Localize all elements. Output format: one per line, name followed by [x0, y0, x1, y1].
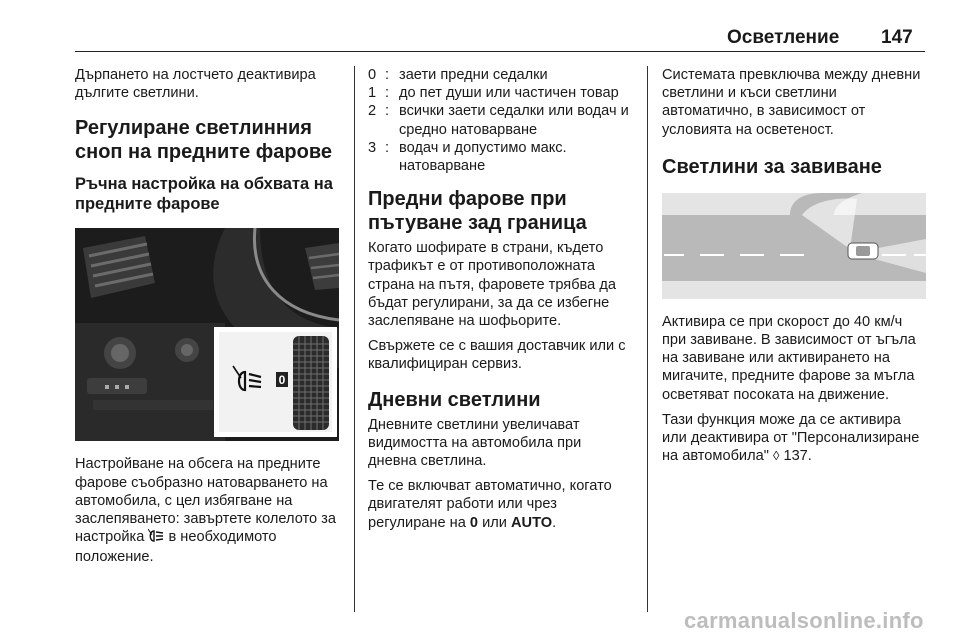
dial-position-label: 0 [278, 373, 286, 388]
section-heading: Регулиране светлинния сноп на предните фарове [75, 117, 332, 164]
list-item: 3 : водач и допустимо макс. натоварване [368, 139, 567, 175]
header-title: Осветление [727, 27, 840, 48]
section-heading-abroad: Предни фарове при пътуване зад граница [368, 188, 587, 235]
abroad-paragraph: Когато шофирате в страни, където трафикът е от противоположната страна на пътя, фаровете трябва да бъдат регулирани, за да се избегне заслепяване на шофьорите. [368, 240, 616, 330]
watermark: carmanualsonline.info [684, 608, 924, 633]
page-reference[interactable]: 137. [783, 448, 812, 465]
header-rule [75, 51, 925, 52]
list-item: 0 : заети предни седалки [368, 67, 548, 83]
menu-path: "Персонализиране на автомобила" [662, 430, 920, 465]
list-item: 1 : до пет души или частичен товар [368, 85, 619, 102]
intro-paragraph: Дърпането на лостчето деактивира дългите светлини. [75, 67, 316, 102]
figure-caption [75, 455, 337, 566]
caption-text: Настройване на обсега на предните фарове съобразно натоварването на автомобила, с цел избягване на заслепяването: завъртете колелото за настройка [75, 456, 336, 546]
switch-position-0: 0 [469, 514, 479, 531]
section-heading-cornering: Светлини за завиване [662, 155, 882, 178]
headlight-range-dial-figure [75, 228, 339, 441]
load-list [368, 66, 630, 175]
page-header [0, 0, 960, 52]
drl-paragraph: Дневните светлини увеличават видимостта на автомобила при дневна светлина. [368, 416, 582, 470]
page-reference-icon: ◊ [772, 448, 780, 464]
column-3 [662, 66, 924, 472]
subsection-heading: Ръчна настройка на обхвата на предните фарове [75, 175, 333, 214]
drl-paragraph-2: Те се включват автоматично, когато двигателят работи или чрез регулиране на 0 или AUTO. [368, 478, 612, 531]
column-2 [368, 66, 630, 539]
column-divider [647, 66, 648, 612]
list-item: 2 : всички заети седалки или водач и средно натоварване [368, 103, 629, 138]
intro-paragraph: Системата превключва между дневни светлини и къси светлини автоматично, в зависимост от условията на осветеност. [662, 67, 921, 138]
column-1 [75, 66, 337, 574]
section-heading-drl: Дневни светлини [368, 388, 541, 411]
cornering-paragraph-2: Тази функция може да се активира или деактивира от "Персонализиране на автомобила" ◊ 137. [662, 411, 920, 465]
switch-position-auto: AUTO [510, 514, 553, 531]
cornering-paragraph: Активира се при скорост до 40 км/ч при завиване. В зависимост от ъгъла на завиване или активирането на мигачите, предните фарове за мъгла осветяват посоката на движение. [662, 313, 916, 403]
page-number: 147 [881, 27, 913, 48]
headlamp-range-icon [148, 529, 164, 548]
abroad-paragraph-2: Свържете се с вашия доставчик или с квалифициран сервиз. [368, 338, 626, 373]
column-divider [354, 66, 355, 612]
cornering-light-figure [662, 193, 926, 299]
caption-text-end: в необходимото положение. [75, 529, 277, 566]
